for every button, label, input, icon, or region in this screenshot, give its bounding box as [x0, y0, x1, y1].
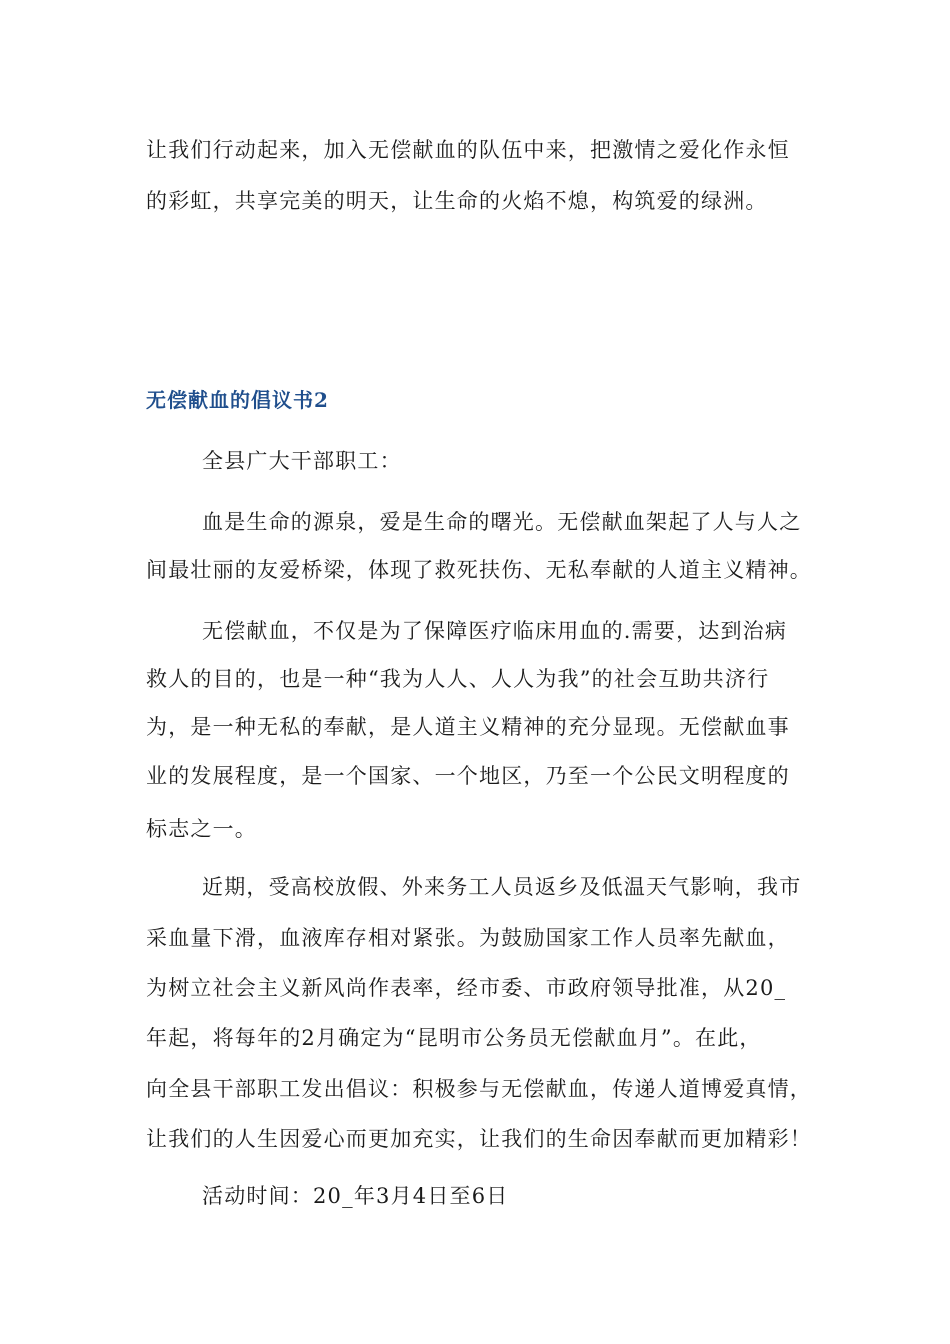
text-line: 业的发展程度，是一个国家、一个地区，乃至一个公民文明程度的 — [146, 764, 790, 788]
text-line: 标志之一。 — [146, 817, 257, 841]
text-line: 为树立社会主义新风尚作表率，经市委、市政府领导批准，从20_ — [146, 976, 787, 1000]
section-title: 无偿献血的倡议书2 — [146, 388, 329, 412]
text-line: 让我们的人生因爱心而更加充实，让我们的生命因奉献而更加精彩！ — [146, 1127, 812, 1151]
text-line: 的彩虹，共享完美的明天，让生命的火焰不熄，构筑爱的绿洲。 — [146, 189, 768, 213]
text-line: 近期，受高校放假、外来务工人员返乡及低温天气影响，我市 — [202, 875, 802, 899]
salutation: 全县广大干部职工： — [202, 449, 402, 473]
text-line: 向全县干部职工发出倡议：积极参与无偿献血，传递人道博爱真情， — [146, 1077, 812, 1101]
activity-time: 活动时间：20_年3月4日至6日 — [202, 1184, 509, 1208]
text-line: 年起，将每年的2月确定为“昆明市公务员无偿献血月”。在此， — [146, 1026, 762, 1050]
text-line: 让我们行动起来，加入无偿献血的队伍中来，把激情之爱化作永恒 — [146, 138, 790, 162]
text-line: 间最壮丽的友爱桥梁，体现了救死扶伤、无私奉献的人道主义精神。 — [146, 558, 812, 582]
text-line: 为，是一种无私的奉献，是人道主义精神的充分显现。无偿献血事 — [146, 715, 790, 739]
text-line: 采血量下滑，血液库存相对紧张。为鼓励国家工作人员率先献血， — [146, 926, 790, 950]
text-line: 无偿献血，不仅是为了保障医疗临床用血的.需要，达到治病 — [202, 619, 788, 643]
text-line: 救人的目的，也是一种“我为人人、人人为我”的社会互助共济行 — [146, 667, 770, 691]
text-line: 血是生命的源泉，爱是生命的曙光。无偿献血架起了人与人之 — [202, 510, 802, 534]
